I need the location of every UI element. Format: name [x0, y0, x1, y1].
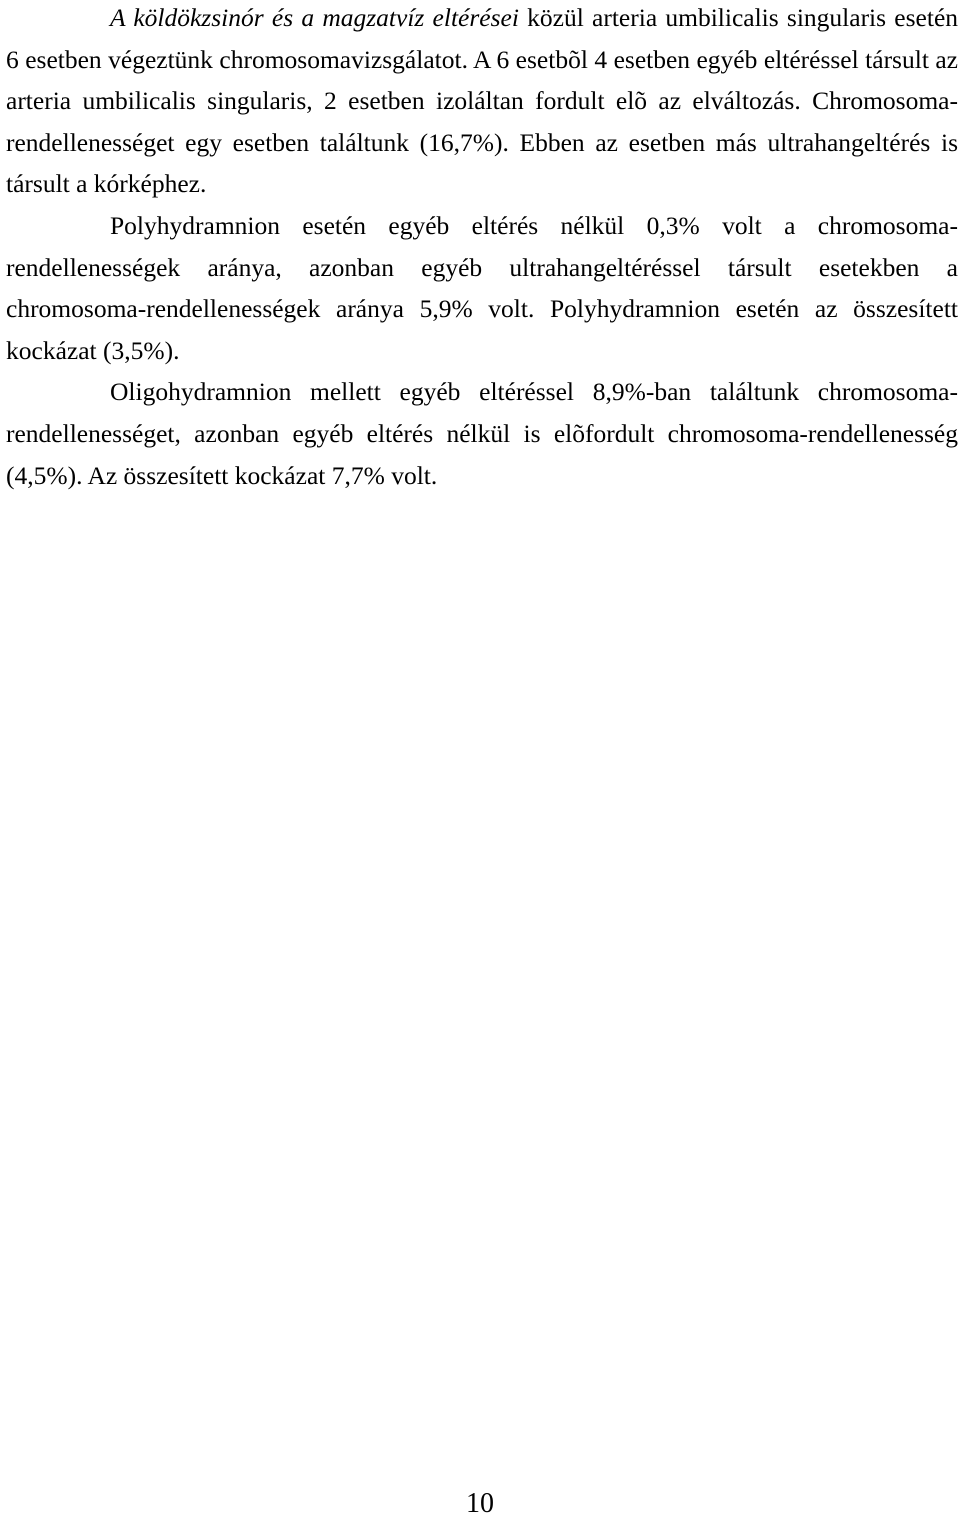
document-body: [6, 0, 958, 496]
paragraph-oligohydramnion: Oligohydramnion mellett egyéb eltéréssel 8,9%-ban találtunk chromosoma-rendellenességet, azonban egyéb eltérés nélkül is elõfordult chromosoma-rendellenesség (4,5%). Az összesített kockázat 7,7% volt.: [6, 377, 958, 490]
paragraph-umbilical-cord: [6, 0, 958, 205]
paragraph-polyhydramnion: Polyhydramnion esetén egyéb eltérés nélkül 0,3% volt a chromosoma-rendellenességek aránya, azonban egyéb ultrahangeltéréssel társult esetekben a chromosoma-rendellenességek aránya 5,9% volt. Polyhydramnion esetén az összesített kockázat (3,5%).: [6, 210, 958, 365]
paragraph-text: közül arteria umbilicalis singularis esetén 6 esetben végeztünk chromosomavizsgálatot. A 6 esetbõl 4 esetben egyéb eltéréssel társult az arteria umbilicalis singularis, 2 esetben izoláltan fordult elõ az elváltozás. Chromosoma-rendellenességet egy esetben találtunk (16,7%). Ebben az esetben más ultrahangeltérés is társult a kórképhez.: [6, 3, 959, 199]
page-number: 10: [466, 1488, 494, 1519]
section-lead-italic: A köldökzsinór és a magzatvíz eltérései: [110, 3, 519, 32]
